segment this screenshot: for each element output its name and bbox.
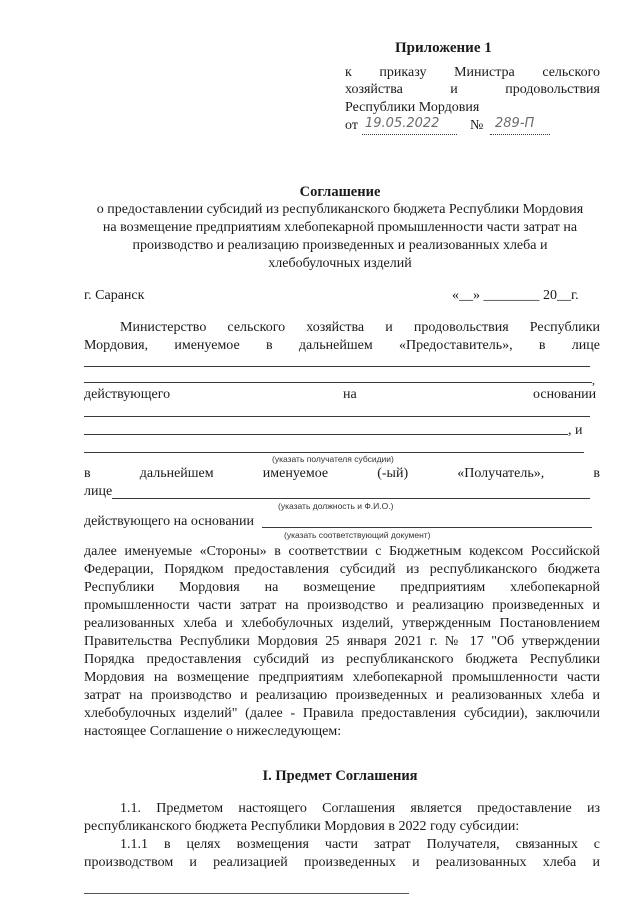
appendix-title: Приложение 1 (395, 40, 492, 56)
acting-basis-label: действующего на основании (84, 514, 255, 529)
hereinafter-line: в дальнейшем именуемое (-ый) «Получатель», в (84, 466, 600, 481)
blank-line-2 (84, 382, 592, 383)
caption-document: (указать соответствующий документ) (284, 530, 431, 540)
agreement-title: Соглашение (299, 184, 381, 200)
body-line-3: Республики Мордовия на возмещение предприятиям хлебопекарной (84, 580, 600, 595)
footnote-separator (84, 893, 409, 894)
blank-line-1 (84, 366, 590, 367)
section-1-line-4: производством и реализацией произведенных и реализованных хлеба и (84, 855, 600, 870)
blank-line-recipient (84, 452, 584, 453)
section-1-line-1: 1.1. Предметом настоящего Соглашения является предоставление из (120, 801, 600, 816)
body-line-6: Правительства Республики Мордовия 25 января 2021 г. № 17 "Об утверждении (84, 634, 600, 649)
heading-line-1: о предоставлении субсидий из республиканского бюджета Республики Мордовия (96, 202, 584, 217)
appendix-number-value: 289-П (495, 116, 535, 131)
appendix-line-1: к приказу Министра сельского (345, 65, 600, 80)
heading-line-4: хлебобулочных изделий (268, 256, 412, 271)
in-person-label: лице (84, 484, 113, 499)
section-1-line-2: республиканского бюджета Республики Мордовия в 2022 году субсидии: (84, 819, 520, 834)
heading-line-3: производство и реализацию произведенных и реализованных хлеба и (132, 238, 548, 253)
appendix-line-3: Республики Мордовия (345, 100, 480, 115)
appendix-date-label: от (345, 118, 358, 133)
basis-label: основании (533, 387, 597, 402)
section-1-line-3: 1.1.1 в целях возмещения части затрат Получателя, связанных с (120, 837, 600, 852)
parties-line-2: Мордовия, именуемое в дальнейшем «Предоставитель», в лице (84, 338, 600, 353)
appendix-number-label: № (470, 118, 484, 133)
appendix-line-2: хозяйства и продовольствия (345, 82, 600, 97)
blank-line-3 (84, 416, 590, 417)
body-line-10: хлебобулочных изделий" (далее - Правила предоставления субсидии), заключили (84, 706, 600, 721)
heading-line-2: на возмещение предприятиям хлебопекарной промышленности части затрат на (102, 220, 578, 235)
body-line-1: далее именуемые «Стороны» в соответствии с Бюджетным кодексом Российской (84, 544, 600, 559)
and-suffix: , и (568, 423, 583, 438)
appendix-date-value: 19.05.2022 (365, 116, 440, 131)
body-line-7: Порядка предоставления субсидий из республиканского бюджета Республики (84, 652, 600, 667)
city: г. Саранск (84, 288, 145, 303)
body-line-last: настоящее Соглашение о нижеследующем: (84, 724, 342, 739)
caption-position: (указать должность и Ф.И.О.) (278, 501, 394, 511)
number-underline (490, 134, 550, 135)
body-line-9: затрат на производство и реализацию произведенных и реализованных хлеба и (84, 688, 600, 703)
body-line-4: промышленности части затрат на производство и реализацию произведенных и (84, 598, 600, 613)
comma: , (592, 373, 595, 387)
section-1-title: I. Предмет Соглашения (262, 768, 418, 784)
blank-line-4 (84, 434, 568, 435)
agreement-date-blank: «__» ________ 20__г. (452, 288, 579, 303)
body-line-2: Федерации, Порядком предоставления субсидий из республиканского бюджета (84, 562, 600, 577)
date-underline (362, 134, 457, 135)
parties-line-1: Министерство сельского хозяйства и продовольствия Республики (120, 320, 600, 335)
body-line-5: реализованных хлеба и хлебобулочных изделий, утвержденным Постановлением (84, 616, 600, 631)
body-line-8: Мордовия на возмещение предприятиям хлебопекарной промышленности части (84, 670, 600, 685)
blank-line-person (112, 498, 590, 499)
blank-line-document (262, 527, 592, 528)
on-label: на (343, 387, 357, 402)
caption-recipient: (указать получателя субсидии) (272, 454, 394, 464)
acting-label: действующего (84, 387, 171, 402)
